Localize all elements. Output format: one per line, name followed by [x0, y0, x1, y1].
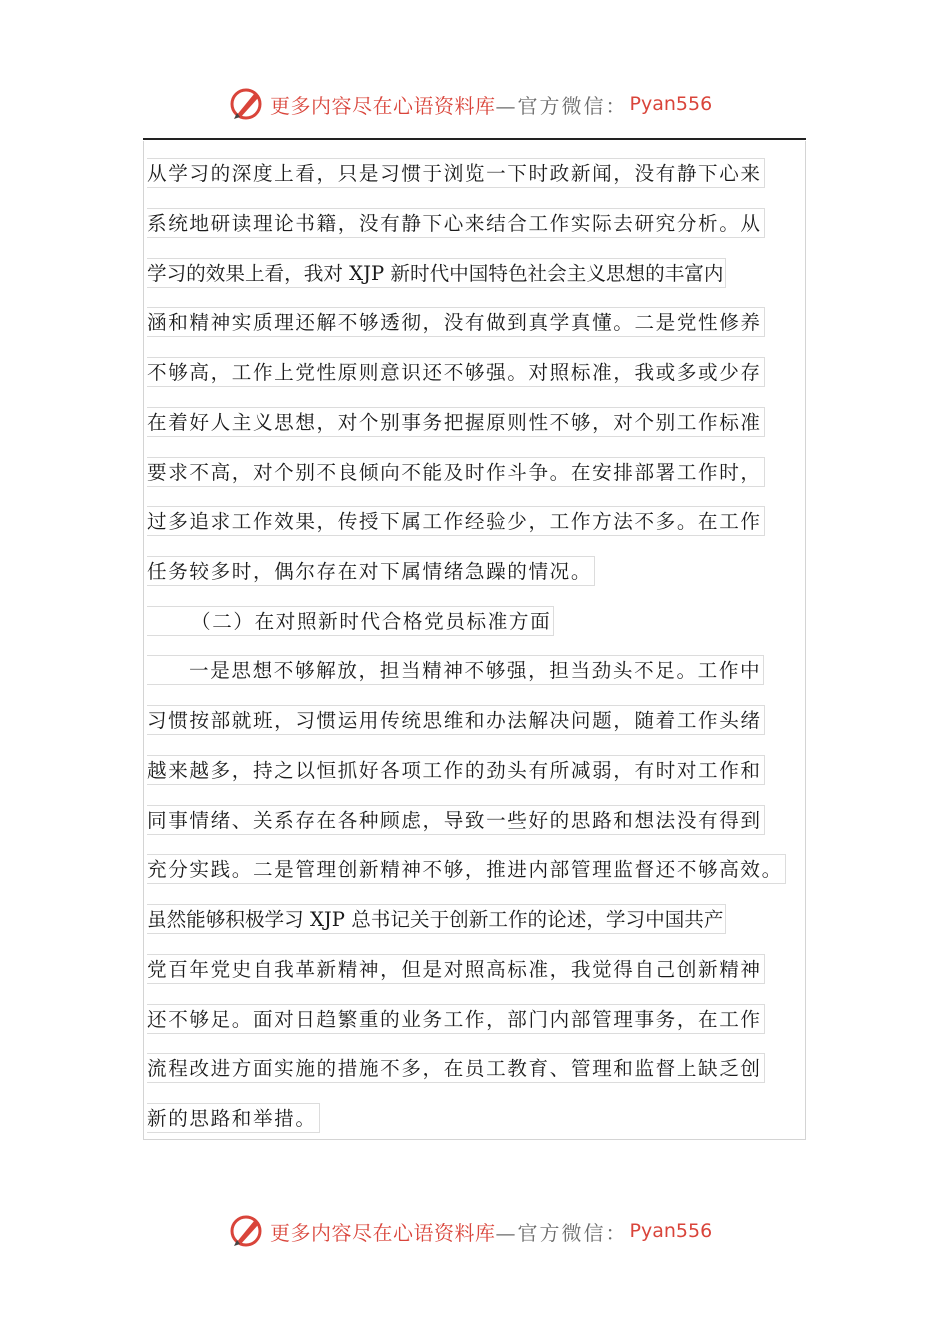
body-line: 充分实践。二是管理创新精神不够，推进内部管理监督还不够高效。 — [147, 854, 786, 884]
body-line: 不够高，工作上党性原则意识还不够强。对照标准，我或多或少存 — [147, 357, 765, 387]
banner-official-wechat-label: —官方微信： — [495, 1220, 628, 1245]
body-line: 系统地研读理论书籍，没有静下心来结合工作实际去研究分析。从 — [147, 208, 765, 238]
body-line: 一是思想不够解放，担当精神不够强，担当劲头不足。工作中 — [147, 655, 764, 685]
banner-content — [228, 84, 712, 124]
body-line: 涵和精神实质理还解不够透彻，没有做到真学真懂。二是党性修养 — [147, 307, 765, 337]
body-line: 学习的效果上看，我对 XJP 新时代中国特色社会主义思想的丰富内 — [147, 258, 726, 288]
banner-wechat-id: Pyan556 — [629, 93, 713, 115]
body-line: 同事情绪、关系存在各种顾虑，导致一些好的思路和想法没有得到 — [147, 805, 765, 835]
body-line: 任务较多时，偶尔存在对下属情绪急躁的情况。 — [147, 556, 595, 586]
body-line: 新的思路和举措。 — [147, 1103, 320, 1133]
content-frame — [143, 141, 806, 1140]
body-line: 在着好人主义思想，对个别事务把握原则性不够，对个别工作标准 — [147, 407, 765, 437]
body-line: 虽然能够积极学习 XJP 总书记关于创新工作的论述，学习中国共产 — [147, 904, 726, 934]
body-line: 要求不高，对个别不良倾向不能及时作斗争。在安排部署工作时， — [147, 457, 765, 487]
header-banner — [0, 84, 950, 124]
body-line: 还不够足。面对日趋繁重的业务工作，部门内部管理事务，在工作 — [147, 1004, 765, 1034]
header-divider — [143, 138, 806, 140]
banner-content — [228, 1211, 712, 1251]
body-line: 过多追求工作效果，传授下属工作经验少，工作方法不多。在工作 — [147, 506, 765, 536]
body-line: 越来越多，持之以恒抓好各项工作的劲头有所减弱，有时对工作和 — [147, 755, 765, 785]
banner-wechat-id: Pyan556 — [629, 1220, 713, 1242]
body-line: 从学习的深度上看，只是习惯于浏览一下时政新闻，没有静下心来 — [147, 158, 765, 188]
section-heading: （二）在对照新时代合格党员标准方面 — [147, 606, 554, 636]
body-line: 流程改进方面实施的措施不多，在员工教育、管理和监督上缺乏创 — [147, 1053, 765, 1083]
banner-title: 更多内容尽在心语资料库 — [270, 1220, 496, 1245]
quill-pen-logo-icon — [228, 1213, 264, 1249]
banner-title: 更多内容尽在心语资料库 — [270, 93, 496, 118]
banner-official-wechat-label: —官方微信： — [495, 93, 628, 118]
body-line: 习惯按部就班，习惯运用传统思维和办法解决问题，随着工作头绪 — [147, 705, 765, 735]
body-line: 党百年党史自我革新精神，但是对照高标准，我觉得自己创新精神 — [147, 954, 765, 984]
quill-pen-logo-icon — [228, 86, 264, 122]
footer-banner — [0, 1211, 950, 1251]
